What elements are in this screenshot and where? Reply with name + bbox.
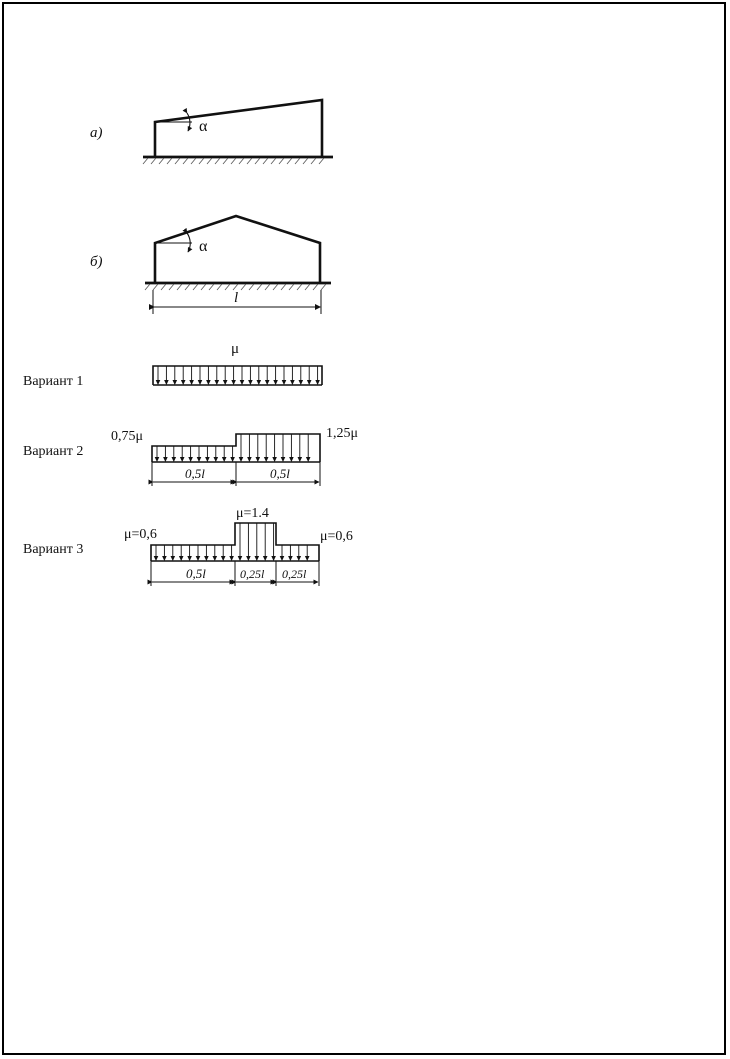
variant-2-title: Вариант 2: [23, 444, 84, 459]
ground-hatch-mark: [273, 284, 278, 290]
diagram-a-mono-pitch-building: [90, 100, 333, 164]
ground-hatch-mark: [303, 158, 308, 164]
v2-dim-right-label: 0,5l: [270, 466, 290, 481]
ground-hatch-mark: [281, 284, 286, 290]
ground-hatch-mark: [161, 284, 166, 290]
ground-hatch-mark: [271, 158, 276, 164]
ground-hatch-a: [143, 158, 324, 164]
ground-hatch-mark: [279, 158, 284, 164]
ground-hatch-mark: [209, 284, 214, 290]
v3-dim-3-label: 0,25l: [282, 567, 307, 581]
ground-hatch-mark: [193, 284, 198, 290]
ground-hatch-mark: [145, 284, 150, 290]
variant-2-right-load-label: 1,25μ: [326, 426, 359, 441]
diagram-b-label: б): [90, 254, 103, 270]
ground-hatch-mark: [153, 284, 158, 290]
ground-hatch-mark: [217, 284, 222, 290]
ground-hatch-mark: [231, 158, 236, 164]
ground-hatch-mark: [175, 158, 180, 164]
v2-dim-left-label: 0,5l: [185, 466, 205, 481]
variant-3-load-diagram: [23, 506, 353, 586]
angle-alpha-a: α: [199, 118, 208, 135]
v3-dim-1-label: 0,5l: [186, 566, 206, 581]
ground-hatch-mark: [295, 158, 300, 164]
ground-hatch-mark: [313, 284, 318, 290]
variant-2-load-arrows: [155, 434, 311, 462]
diagram-b-gable-building: [90, 216, 331, 314]
ground-hatch-mark: [321, 284, 326, 290]
variant-3-center-load-label: μ=1.4: [236, 506, 269, 521]
ground-hatch-mark: [143, 158, 148, 164]
ground-hatch-mark: [185, 284, 190, 290]
ground-hatch-mark: [183, 158, 188, 164]
v3-dim-2-label: 0,25l: [240, 567, 265, 581]
variant-3-load-arrows: [154, 523, 310, 561]
ground-hatch-mark: [297, 284, 302, 290]
ground-hatch-mark: [215, 158, 220, 164]
angle-alpha-b: α: [199, 238, 208, 255]
ground-hatch-mark: [287, 158, 292, 164]
ground-hatch-mark: [289, 284, 294, 290]
variant-1-load-label: μ: [231, 341, 240, 357]
span-label: l: [234, 290, 239, 306]
ground-hatch-mark: [319, 158, 324, 164]
ground-hatch-mark: [305, 284, 310, 290]
variant-1-load-block: [153, 366, 322, 385]
ground-hatch-mark: [177, 284, 182, 290]
diagram-a-label: а): [90, 125, 103, 141]
frame-a-outline: [155, 100, 322, 157]
ground-hatch-mark: [167, 158, 172, 164]
ground-hatch-mark: [225, 284, 230, 290]
variant-3-right-load-label: μ=0,6: [320, 529, 353, 544]
variant-3-load-block: [151, 523, 319, 561]
ground-hatch-mark: [207, 158, 212, 164]
variant-2-left-load-label: 0,75μ: [111, 429, 144, 444]
ground-hatch-mark: [255, 158, 260, 164]
variant-1-load-diagram: [23, 341, 322, 389]
ground-hatch-mark: [169, 284, 174, 290]
variant-1-load-arrows: [156, 366, 320, 385]
ground-hatch-mark: [247, 158, 252, 164]
variant-2-load-block: [152, 434, 320, 462]
frame-b-outline: [155, 216, 320, 283]
variant-2-load-diagram: [23, 426, 358, 486]
ground-hatch-mark: [241, 284, 246, 290]
ground-hatch-mark: [223, 158, 228, 164]
ground-hatch-mark: [191, 158, 196, 164]
ground-hatch-mark: [257, 284, 262, 290]
ground-hatch-mark: [201, 284, 206, 290]
ground-hatch-mark: [311, 158, 316, 164]
variant-1-title: Вариант 1: [23, 374, 84, 389]
ground-hatch-mark: [263, 158, 268, 164]
ground-hatch-mark: [249, 284, 254, 290]
ground-hatch-mark: [159, 158, 164, 164]
variant-3-title: Вариант 3: [23, 542, 84, 557]
ground-hatch-mark: [239, 158, 244, 164]
variant-3-left-load-label: μ=0,6: [124, 527, 157, 542]
ground-hatch-mark: [199, 158, 204, 164]
ground-hatch-mark: [265, 284, 270, 290]
ground-hatch-mark: [151, 158, 156, 164]
